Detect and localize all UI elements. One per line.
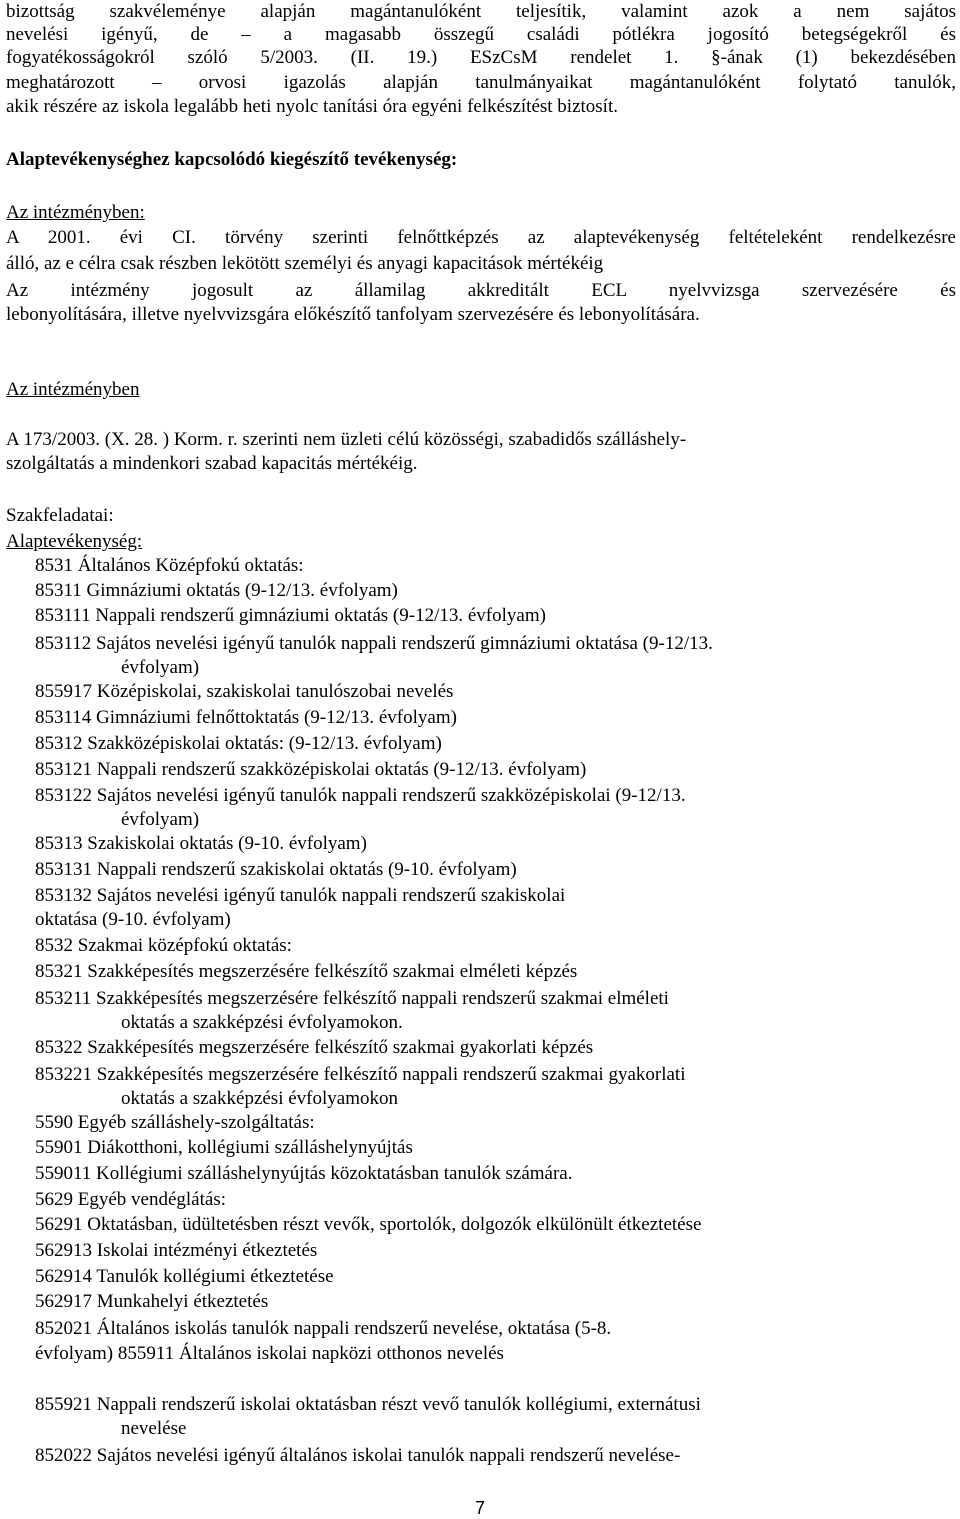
institution-line: A 173/2003. (X. 28. ) Korm. r. szerinti nem üzleti célú közösségi, szabadidős szálláshely- — [6, 429, 687, 450]
list-item: 559011 Kollégiumi szálláshelynyújtás közoktatásban tanulók számára. — [35, 1163, 573, 1184]
list-item: 855921 Nappali rendszerű iskolai oktatásban részt vevő tanulók kollégiumi, externátusi — [35, 1394, 701, 1415]
supplementary-line: Az intézmény jogosult az államilag akkreditált ECL nyelvvizsga szervezésére és — [6, 280, 956, 301]
tasks-heading: Szakfeladatai: — [6, 505, 114, 526]
supplementary-line: lebonyolítására, illetve nyelvvizsgára előkészítő tanfolyam szervezésére és lebonyolítására. — [6, 304, 700, 325]
list-item: évfolyam) — [121, 657, 200, 678]
list-item: 85322 Szakképesítés megszerzésére felkészítő szakmai gyakorlati képzés — [35, 1037, 594, 1058]
list-item: 562917 Munkahelyi étkeztetés — [35, 1291, 269, 1312]
list-item: 85313 Szakiskolai oktatás (9-10. évfolyam) — [35, 833, 367, 854]
list-item: évfolyam) 855911 Általános iskolai napközi otthonos nevelés — [35, 1343, 504, 1364]
list-item: oktatás a szakképzési évfolyamokon. — [121, 1012, 403, 1033]
list-item: 562913 Iskolai intézményi étkeztetés — [35, 1240, 318, 1261]
section-subheading: Az intézményben — [6, 379, 140, 400]
list-item: 853111 Nappali rendszerű gimnáziumi oktatás (9-12/13. évfolyam) — [35, 605, 546, 626]
page-number: 7 — [474, 1498, 485, 1518]
tasks-subheading: Alaptevékenység: — [6, 531, 143, 552]
list-item: 855917 Középiskolai, szakiskolai tanulószobai nevelés — [35, 681, 454, 702]
list-item: nevelése — [121, 1418, 187, 1439]
list-item: 562914 Tanulók kollégiumi étkeztetése — [35, 1266, 334, 1287]
intro-line: nevelési igényű, de – a magasabb összegű családi pótlékra jogosító betegségekről és — [6, 24, 956, 45]
list-item: 853121 Nappali rendszerű szakközépiskolai oktatás (9-12/13. évfolyam) — [35, 759, 587, 780]
list-item: 5629 Egyéb vendéglátás: — [35, 1189, 227, 1210]
list-item: 85312 Szakközépiskolai oktatás: (9-12/13. évfolyam) — [35, 733, 442, 754]
list-item: 853112 Sajátos nevelési igényű tanulók nappali rendszerű gimnáziumi oktatása (9-12/13. — [35, 633, 713, 654]
list-item: 5590 Egyéb szálláshely-szolgáltatás: — [35, 1112, 315, 1133]
list-item: 55901 Diákotthoni, kollégiumi szálláshelynyújtás — [35, 1137, 413, 1158]
list-item: 853132 Sajátos nevelési igényű tanulók nappali rendszerű szakiskolai — [35, 885, 566, 906]
supplementary-line: álló, az e célra csak részben lekötött személyi és anyagi kapacitások mértékéig — [6, 253, 604, 274]
intro-line: akik részére az iskola legalább heti nyolc tanítási óra egyéni felkészítést biztosít. — [6, 96, 618, 117]
list-item: 85321 Szakképesítés megszerzésére felkészítő szakmai elméleti képzés — [35, 961, 578, 982]
institution-line: szolgáltatás a mindenkori szabad kapacitás mértékéig. — [6, 453, 418, 474]
list-item: oktatás a szakképzési évfolyamokon — [121, 1088, 398, 1109]
list-item: 852022 Sajátos nevelési igényű általános iskolai tanulók nappali rendszerű nevelése- — [35, 1445, 681, 1466]
list-item: évfolyam) — [121, 809, 200, 830]
intro-line: meghatározott – orvosi igazolás alapján tanulmányaikat magántanulóként folytató tanulók, — [6, 72, 956, 93]
list-item: 8531 Általános Középfokú oktatás: — [35, 555, 304, 576]
list-item: 853211 Szakképesítés megszerzésére felkészítő nappali rendszerű szakmai elméleti — [35, 988, 669, 1009]
supplementary-line: A 2001. évi CI. törvény szerinti felnőttképzés az alaptevékenység feltételeként rendelkezésre — [6, 227, 956, 248]
list-item: 853221 Szakképesítés megszerzésére felkészítő nappali rendszerű szakmai gyakorlati — [35, 1064, 686, 1085]
list-item: oktatása (9-10. évfolyam) — [35, 909, 231, 930]
list-item: 853122 Sajátos nevelési igényű tanulók nappali rendszerű szakközépiskolai (9-12/13. — [35, 785, 686, 806]
list-item: 8532 Szakmai középfokú oktatás: — [35, 935, 292, 956]
section-heading: Alaptevékenységhez kapcsolódó kiegészítő tevékenység: — [6, 149, 458, 170]
intro-line: bizottság szakvéleménye alapján magántanulóként teljesítik, valamint azok a nem sajátos — [6, 1, 956, 22]
list-item: 853131 Nappali rendszerű szakiskolai oktatás (9-10. évfolyam) — [35, 859, 517, 880]
list-item: 852021 Általános iskolás tanulók nappali rendszerű nevelése, oktatása (5-8. — [35, 1318, 612, 1339]
list-item: 85311 Gimnáziumi oktatás (9-12/13. évfolyam) — [35, 580, 398, 601]
list-item: 853114 Gimnáziumi felnőttoktatás (9-12/13. évfolyam) — [35, 707, 457, 728]
list-item: 56291 Oktatásban, üdültetésben részt vevők, sportolók, dolgozók elkülönült étkeztetése — [35, 1214, 702, 1235]
section-subheading: Az intézményben: — [6, 202, 145, 223]
intro-line: fogyatékosságokról szóló 5/2003. (II. 19.) ESzCsM rendelet 1. §-ának (1) bekezdésében — [6, 47, 956, 68]
